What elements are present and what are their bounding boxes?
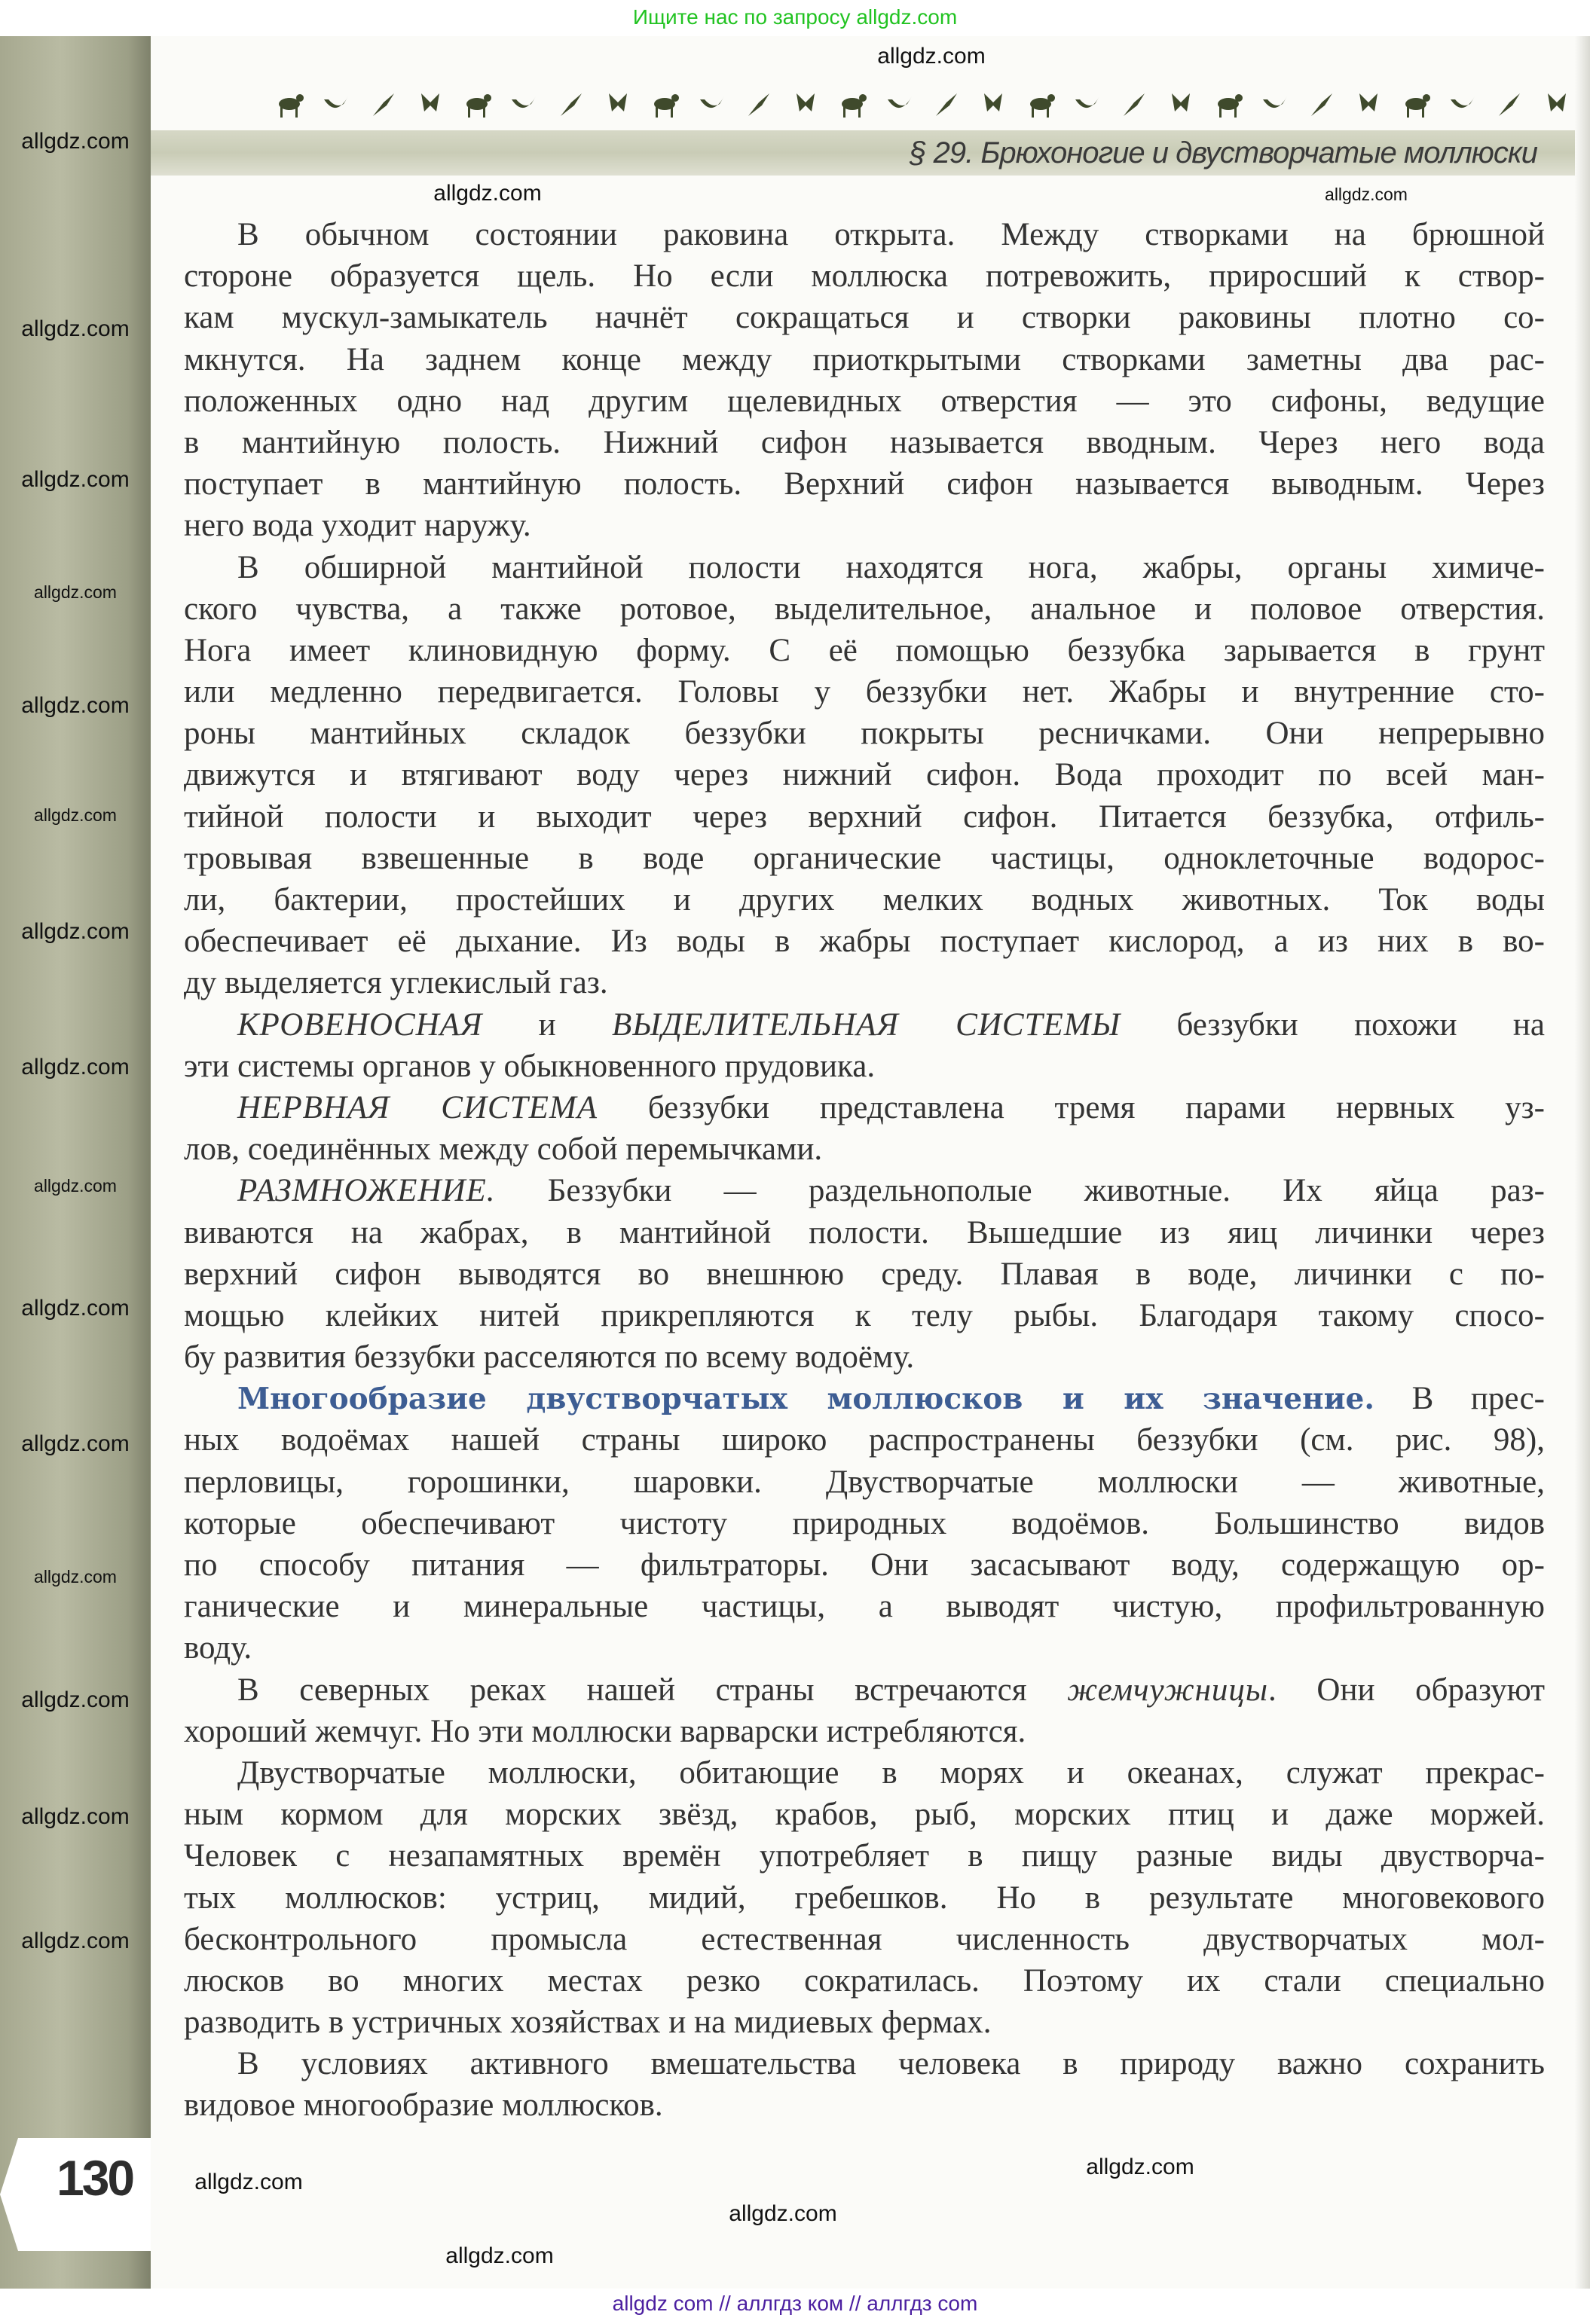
text-run: ли, бактерии, простейших и других мелких водных животных. Ток воды	[184, 882, 1545, 918]
text-run: роны мантийных складок беззубки покрыты ресничками. Они непрерывно	[184, 716, 1545, 752]
watermark: allgdz.com	[433, 181, 542, 206]
text-line	[184, 921, 1545, 962]
text-run: стороне образуется щель. Но если моллюска потревожить, приросший к створ-	[184, 258, 1545, 295]
text-run: ным кормом для морских звёзд, крабов, рыб, морских птиц и даже моржей.	[184, 1797, 1545, 1833]
text-run: люсков во многих местах резко сократилась. Поэтому их стали специально	[184, 1962, 1545, 1999]
text-run: видовое многообразие моллюсков.	[184, 2087, 663, 2124]
text-line	[184, 297, 1545, 338]
text-run: мощью клейких нитей прикрепляются к телу рыбы. Благодаря такому спосо-	[184, 1297, 1545, 1333]
text-run: В обычном состоянии раковина открыта. Между створками на брюшной	[237, 217, 1545, 252]
page-number: 130	[57, 2150, 133, 2206]
text-run: положенных одно над другим щелевидных отверстия — это сифоны, ведущие	[184, 383, 1545, 419]
animal-silhouette-icon	[744, 89, 774, 119]
text-run: виваются на жабрах, в мантийной полости. Вышедшие из яиц личинки через	[184, 1214, 1545, 1251]
animal-silhouettes-decoration	[274, 81, 1572, 119]
animal-silhouette-icon	[1401, 89, 1431, 119]
animal-silhouette-icon	[462, 89, 492, 119]
text-line	[184, 2043, 1545, 2084]
emphasis-term: жемчужницы	[1067, 1672, 1269, 1708]
emphasis-term: НЕРВНАЯ СИСТЕМА	[237, 1089, 598, 1125]
animal-silhouette-icon	[1307, 89, 1337, 119]
text-line	[184, 588, 1545, 630]
text-line	[184, 754, 1545, 796]
text-run: бу развития беззубки расселяются по всему водоёму.	[184, 1339, 915, 1376]
text-line	[184, 1461, 1545, 1503]
watermark: allgdz.com	[21, 1431, 130, 1456]
text-line	[184, 1046, 1545, 1087]
text-run: по способу питания — фильтраторы. Они засасывают воду, содержащую ор-	[184, 1547, 1545, 1583]
text-run: В условиях активного вмешательства человека в природу важно сохранить	[237, 2046, 1545, 2082]
animal-silhouette-icon	[790, 89, 821, 119]
body-text	[184, 214, 1545, 2127]
text-run: тровывая взвешенные в воде органические частицы, одноклеточные водорос-	[184, 840, 1545, 876]
text-line	[184, 1711, 1545, 1752]
page-edge	[1575, 36, 1590, 2289]
animal-silhouette-icon	[1213, 89, 1243, 119]
text-line	[184, 505, 1545, 546]
text-line	[184, 1004, 1545, 1046]
textbook-page	[0, 36, 1590, 2289]
watermark: allgdz.com	[34, 805, 117, 825]
text-line	[184, 1254, 1545, 1295]
text-run: тых моллюсков: устриц, мидий, гребешков. Но в результате многовекового	[184, 1880, 1545, 1916]
animal-silhouette-icon	[885, 89, 915, 119]
animal-silhouette-icon	[556, 89, 586, 119]
text-run: тийной полости и выходит через верхний сифон. Питается беззубка, отфиль-	[184, 799, 1545, 835]
watermark: allgdz.com	[34, 1176, 117, 1196]
watermark: allgdz.com	[877, 44, 986, 69]
watermark: allgdz.com	[34, 1567, 117, 1586]
text-run: ных водоёмах нашей страны широко распространены беззубки (см. рис. 98),	[184, 1422, 1545, 1458]
watermark: allgdz.com	[21, 693, 130, 718]
text-line	[184, 1378, 1545, 1419]
text-line	[184, 879, 1545, 921]
animal-silhouette-icon	[321, 89, 351, 119]
animal-silhouette-icon	[650, 89, 680, 119]
animal-silhouette-icon	[415, 89, 445, 119]
watermark: allgdz.com	[21, 919, 130, 944]
text-run: Беззубки — раздельнополые животные. Их яйца раз-	[495, 1173, 1545, 1209]
text-run: Нога имеет клиновидную форму. С её помощью беззубка зарывается в грунт	[184, 632, 1545, 668]
watermark: allgdz.com	[21, 1055, 130, 1080]
text-line	[184, 339, 1545, 380]
text-run: ского чувства, а также ротовое, выделительное, анальное и половое отверстия.	[184, 591, 1545, 627]
text-line	[184, 1752, 1545, 1794]
watermark: allgdz.com	[194, 2170, 303, 2194]
text-line	[184, 547, 1545, 588]
text-line	[184, 1627, 1545, 1669]
watermark: allgdz.com	[21, 316, 130, 341]
text-line	[184, 1087, 1545, 1128]
watermark: allgdz.com	[21, 1687, 130, 1712]
text-line	[184, 422, 1545, 463]
text-line	[184, 380, 1545, 422]
animal-silhouette-icon	[978, 89, 1008, 119]
text-line	[184, 1586, 1545, 1627]
text-line	[184, 1128, 1545, 1170]
watermark: allgdz.com	[1086, 2155, 1194, 2179]
subheading: Многообразие двустворчатых моллюсков и их значение.	[237, 1382, 1374, 1417]
text-run: него вода уходит наружу.	[184, 508, 531, 544]
animal-silhouette-icon	[1494, 89, 1524, 119]
text-run: воду.	[184, 1630, 252, 1666]
text-run: . Они образуют	[1268, 1672, 1545, 1708]
text-run: в мантийную полость. Нижний сифон называется вводным. Через него вода	[184, 424, 1545, 460]
animal-silhouette-icon	[931, 89, 962, 119]
text-line	[184, 1544, 1545, 1586]
text-run: В обширной мантийной полости находятся нога, жабры, органы химиче-	[237, 549, 1545, 585]
watermark: allgdz.com	[729, 2201, 837, 2226]
text-run: ду выделяется углекислый газ.	[184, 965, 608, 1001]
animal-silhouette-icon	[1542, 89, 1572, 119]
text-line	[184, 713, 1545, 754]
watermark: allgdz.com	[21, 1296, 130, 1321]
animal-silhouette-icon	[697, 89, 727, 119]
emphasis-term: РАЗМНОЖЕНИЕ.	[237, 1173, 496, 1209]
text-line	[184, 2084, 1545, 2126]
section-title: § 29. Брюхоногие и двустворчатые моллюски	[910, 136, 1537, 169]
animal-silhouette-icon	[509, 89, 539, 119]
animal-silhouette-icon	[1166, 89, 1196, 119]
text-line	[184, 838, 1545, 879]
text-line	[184, 1877, 1545, 1919]
text-line	[184, 1170, 1545, 1211]
bottom-banner: allgdz com // аллгдз ком // аллгдз com	[612, 2292, 978, 2315]
text-run: бесконтрольного промысла естественная численность двустворчатых мол-	[184, 1921, 1545, 1957]
text-run: В прес-	[1374, 1381, 1545, 1417]
text-run: или медленно передвигается. Головы у беззубки нет. Жабры и внутренние сто-	[184, 674, 1545, 710]
watermark: allgdz.com	[21, 129, 130, 154]
text-run: верхний сифон выводятся во внешнюю среду. Плавая в воде, личинки с по-	[184, 1256, 1545, 1292]
emphasis-term: ВЫДЕЛИТЕЛЬНАЯ СИСТЕМЫ	[611, 1006, 1121, 1043]
text-run: беззубки похожи на	[1121, 1006, 1545, 1043]
animal-silhouette-icon	[1353, 89, 1384, 119]
text-line	[184, 1295, 1545, 1336]
text-run: лов, соединённых между собой перемычками.	[184, 1131, 823, 1168]
text-run: В северных реках нашей страны встречаются	[237, 1672, 1068, 1708]
watermark: allgdz.com	[445, 2243, 554, 2268]
text-run: кам мускул-замыкатель начнёт сокращаться и створки раковины плотно со-	[184, 300, 1545, 336]
text-run: которые обеспечивают чистоту природных водоёмов. Большинство видов	[184, 1505, 1545, 1541]
text-line	[184, 962, 1545, 1003]
text-run: поступает в мантийную полость. Верхний сифон называется выводным. Через	[184, 466, 1545, 502]
text-line	[184, 463, 1545, 505]
text-line	[184, 796, 1545, 838]
text-run: и	[482, 1006, 612, 1043]
text-line	[184, 1960, 1545, 2002]
text-run: разводить в устричных хозяйствах и на мидиевых фермах.	[184, 2005, 992, 2041]
text-run: ганические и минеральные частицы, а выводят чистую, профильтрованную	[184, 1589, 1545, 1625]
watermark: allgdz.com	[34, 582, 117, 602]
animal-silhouette-icon	[1119, 89, 1149, 119]
text-run: движутся и втягивают воду через нижний сифон. Вода проходит по всей ман-	[184, 757, 1545, 793]
animal-silhouette-icon	[1026, 89, 1056, 119]
text-line	[184, 1794, 1545, 1835]
text-line	[184, 1336, 1545, 1378]
text-run: эти системы органов у обыкновенного прудовика.	[184, 1048, 876, 1084]
watermark: allgdz.com	[21, 1804, 130, 1829]
top-banner: Ищите нас по запросу allgdz.com	[632, 5, 958, 29]
watermark: allgdz.com	[1325, 185, 1408, 204]
text-line	[184, 214, 1545, 255]
animal-silhouette-icon	[1448, 89, 1478, 119]
animal-silhouette-icon	[1260, 89, 1290, 119]
text-line	[184, 2002, 1545, 2043]
emphasis-term: КРОВЕНОСНАЯ	[237, 1006, 483, 1043]
text-line	[184, 1419, 1545, 1461]
text-line	[184, 630, 1545, 671]
animal-silhouette-icon	[368, 89, 399, 119]
animal-silhouette-icon	[274, 89, 304, 119]
text-run: Двустворчатые моллюски, обитающие в морях и океанах, служат прекрас-	[237, 1754, 1545, 1791]
text-line	[184, 671, 1545, 713]
text-line	[184, 1503, 1545, 1544]
text-line	[184, 1212, 1545, 1254]
text-line	[184, 1669, 1545, 1711]
text-run: Человек с незапамятных времён употребляет в пищу разные виды двустворча-	[184, 1838, 1545, 1874]
text-line	[184, 255, 1545, 297]
text-run: хороший жемчуг. Но эти моллюски варварски истребляются.	[184, 1713, 1026, 1749]
animal-silhouette-icon	[603, 89, 633, 119]
watermark: allgdz.com	[21, 467, 130, 492]
animal-silhouette-icon	[1072, 89, 1102, 119]
watermark: allgdz.com	[21, 1929, 130, 1953]
text-line	[184, 1919, 1545, 1960]
text-run: мкнутся. На заднем конце между приоткрытыми створками заметны два рас-	[184, 341, 1545, 377]
text-run: перловицы, горошинки, шаровки. Двустворчатые моллюски — животные,	[184, 1464, 1545, 1500]
text-run: обеспечивает её дыхание. Из воды в жабры поступает кислород, а из них в во-	[184, 924, 1545, 960]
animal-silhouette-icon	[837, 89, 867, 119]
text-run: беззубки представлена тремя парами нервных уз-	[597, 1089, 1545, 1125]
text-line	[184, 1835, 1545, 1877]
